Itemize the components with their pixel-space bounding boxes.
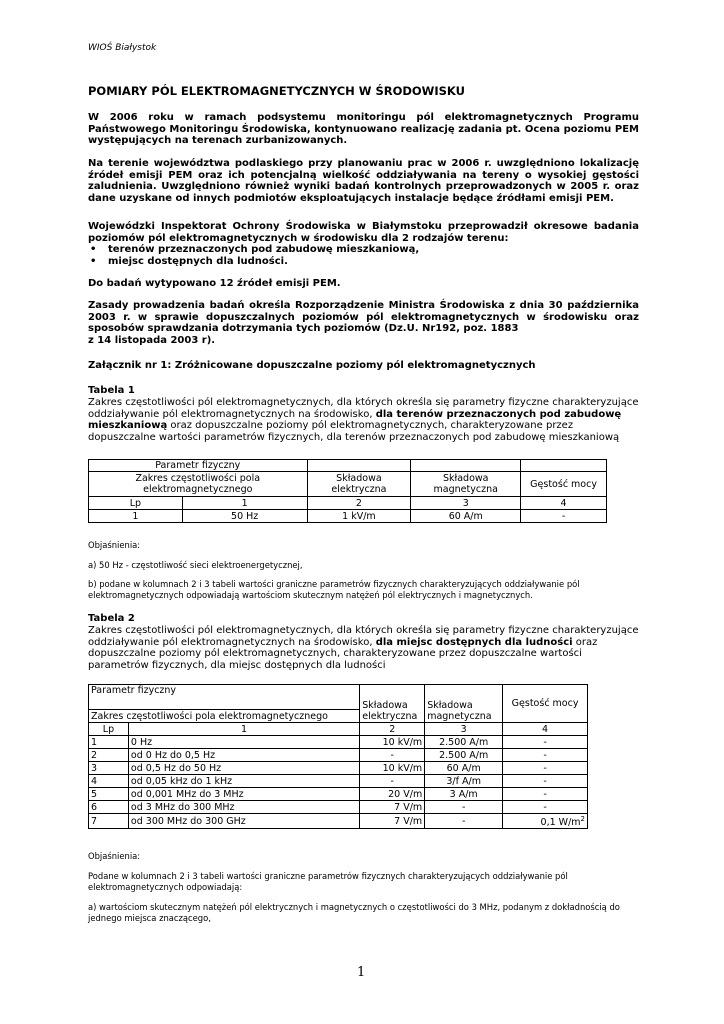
table-cell: - [503,775,588,788]
table-row [89,788,588,801]
table-cell: 2 [89,749,129,762]
table-cell: Parametr fizyczny [89,685,360,710]
page-header: WIOŚ Białystok [88,43,157,53]
table-cell: 4 [521,497,607,510]
paragraph-regulation-last-line: z 14 listopada 2003 r). [88,334,216,346]
table-cell: 1 [128,723,359,736]
table-cell: od 0,5 Hz do 50 Hz [128,762,359,775]
table-2 [88,684,588,829]
table-1-note-a: a) 50 Hz - częstotliwość sieci elektroenergetycznej, [88,560,303,570]
table-1 [88,459,607,523]
table-cell: 7 [89,814,129,829]
table-cell: Zakres częstotliwości pola elektromagnetycznego [89,710,360,723]
paragraph-intro-text: W 2006 roku w ramach podsystemu monitoringu pól elektromagnetycznych Programu Państwowego Monitoringu Środowiska, kontynuowano realizację zadania pt. Ocena poziomu PEM występujących na terenach zurbanizowanych. [88,112,639,146]
table-cell: Składowa elektryczna [360,685,425,723]
table-cell: 4 [503,723,588,736]
paragraph-intro [88,112,639,147]
table-cell: 1 kV/m [307,510,411,523]
table-cell: - [521,510,607,523]
table-row [89,472,607,497]
table-cell: 10 kV/m [360,736,425,749]
table-cell: 7 V/m [360,801,425,814]
table-cell [307,460,411,472]
table-2-description-emphasis: dla miejsc dostępnych dla ludności [375,636,573,648]
power-density-value: 0,1 W/m [540,817,581,829]
table-cell: Gęstość mocy [521,472,607,497]
table-cell: 3/f A/m [425,775,503,788]
table-cell: - [503,788,588,801]
table-cell: - [503,762,588,775]
table-row [89,685,588,710]
table-cell: 5 [89,788,129,801]
table-1-title: Tabela 1 [88,385,135,396]
table-cell: 6 [89,801,129,814]
paragraph-inspectorate [88,221,639,244]
table-row [89,801,588,814]
paragraph-regulation [88,300,639,346]
unit-superscript: 2 [580,815,585,823]
table-2-note-main: Podane w kolumnach 2 i 3 tabeli wartości graniczne parametrów fizycznych charakteryzujących oddziaływanie pól elektromagnetycznych odpowiadają: [88,871,568,892]
bullet-icon: • [90,244,97,255]
paragraph-sources-text: Do badań wytypowano 12 źródeł emisji PEM. [88,278,341,289]
table-cell: od 300 MHz do 300 GHz [128,814,359,829]
table-row [89,775,588,788]
table-cell [521,460,607,472]
table-cell: 1 [89,736,129,749]
table-cell: 10 kV/m [360,762,425,775]
table-row [89,736,588,749]
bullet-icon: • [90,256,97,267]
table-2-note-a: a) wartościom skutecznym natężeń pól elektrycznych i magnetycznych o częstotliwości do 3 MHz, podanym z dokładnością do jednego miejsca znaczącego, [88,902,620,923]
table-cell: - [503,749,588,762]
table-2-description-part: Zakres częstotliwości pól elektromagnetycznych, dla których określa się parametry fizyczne charakteryzujące oddziaływanie pól elektromagnetycznych na środowisko, [88,625,639,648]
table-cell: 50 Hz [182,510,307,523]
page-title: POMIARY PÓL ELEKTROMAGNETYCZNYCH W ŚRODOWISKU [88,84,465,98]
terrain-list [88,244,639,268]
table-cell: - [360,775,425,788]
list-item [88,244,639,256]
table-cell: Zakres częstotliwości pola elektromagnetycznego [89,472,308,497]
annex-heading [88,360,639,372]
table-cell: 2 [360,723,425,736]
paragraph-planning [88,158,639,204]
list-item [88,256,639,268]
table-1-description [88,397,643,443]
table-cell: Parametr fizyczny [89,460,308,472]
table-cell: - [425,814,503,829]
table-2-notes-heading: Objaśnienia: [88,851,141,861]
table-row [89,460,607,472]
table-1-description-emphasis: dla terenów przeznaczonych pod zabudowę mieszkaniową [88,408,622,432]
paragraph-sources [88,278,639,290]
table-2-title: Tabela 2 [88,613,135,624]
table-cell: - [503,801,588,814]
table-cell [503,814,588,829]
table-cell: od 0,001 MHz do 3 MHz [128,788,359,801]
table-cell: Lp [89,497,183,510]
list-item-text: terenów przeznaczonych pod zabudowę mieszkaniową, [108,244,420,255]
table-cell: 3 [89,762,129,775]
table-cell: Składowa magnetyczna [411,472,521,497]
table-cell: - [360,749,425,762]
table-cell [411,460,521,472]
table-1-description-part: oraz dopuszczalne poziomy pól elektromagnetycznych, charakteryzowane przez dopuszczalne wartości parametrów fizycznych, dla terenów przeznaczonych pod zabudowę mieszkaniową [88,420,620,443]
table-cell: 4 [89,775,129,788]
table-cell: od 3 MHz do 300 MHz [128,801,359,814]
table-cell: 0 Hz [128,736,359,749]
table-cell: od 0,05 kHz do 1 kHz [128,775,359,788]
table-cell: 3 [411,497,521,510]
table-row [89,762,588,775]
annex-heading-text: Załącznik nr 1: Zróżnicowane dopuszczalne poziomy pól elektromagnetycznych [88,360,536,371]
table-cell: - [503,736,588,749]
table-cell: 60 A/m [425,762,503,775]
table-row [89,814,588,829]
table-row [89,497,607,510]
table-cell: 3 A/m [425,788,503,801]
list-item-text: miejsc dostępnych dla ludności. [108,256,288,267]
table-1-notes-heading: Objaśnienia: [88,540,141,550]
table-row [89,749,588,762]
table-cell: 60 A/m [411,510,521,523]
table-cell: Gęstość mocy [503,685,588,723]
table-1-description-part: Zakres częstotliwości pól elektromagnetycznych, dla których określa się parametry fizyczne charakteryzujące oddziaływanie pól elektromagnetycznych na środowisko, [88,397,639,420]
table-cell: 1 [89,510,183,523]
paragraph-planning-text: Na terenie województwa podlaskiego przy planowaniu prac w 2006 r. uwzględniono lokalizację źródeł emisji PEM oraz ich potencjalną wielkość oddziaływania na tereny o wysokiej gęstości zaludnienia. Uwzględniono również wyniki badań kontrolnych przeprowadzonych w 2005 r. oraz dane uzyskane od innych podmiotów eksploatujących instalacje będące źródłami emisji PEM. [88,158,639,204]
table-cell: 20 V/m [360,788,425,801]
paragraph-inspectorate-text: Wojewódzki Inspektorat Ochrony Środowiska w Białymstoku przeprowadził okresowe badania poziomów pól elektromagnetycznych w środowisku dla 2 rodzajów terenu: [88,221,639,244]
table-cell: Lp [89,723,129,736]
table-cell: 2.500 A/m [425,749,503,762]
table-2-description [88,625,643,671]
page-number: 1 [357,965,366,980]
table-cell: 3 [425,723,503,736]
table-cell: od 0 Hz do 0,5 Hz [128,749,359,762]
table-cell: 1 [182,497,307,510]
table-cell: Składowa elektryczna [307,472,411,497]
paragraph-regulation-text: Zasady prowadzenia badań określa Rozporządzenie Ministra Środowiska z dnia 30 października 2003 r. w sprawie dopuszczalnych poziomów pól elektromagnetycznych w środowisku oraz sposobów sprawdzania dotrzymania tych poziomów (Dz.U. Nr192, poz. 1883 [88,300,639,334]
table-cell: - [425,801,503,814]
table-cell: 2.500 A/m [425,736,503,749]
table-cell: 2 [307,497,411,510]
table-cell: 7 V/m [360,814,425,829]
table-2-description-part: oraz dopuszczalne poziomy pól elektromagnetycznych, charakteryzowane przez dopuszczalne wartości parametrów fizycznych, dla miejsc dostępnych dla ludności [88,636,598,671]
table-row [89,510,607,523]
table-1-note-b: b) podane w kolumnach 2 i 3 tabeli wartości graniczne parametrów fizycznych charakteryzujących oddziaływanie pól elektromagnetycznych odpowiadają wartościom skutecznym natężeń pól elektrycznych i magnetycznych. [88,579,580,600]
table-cell: Składowa magnetyczna [425,685,503,723]
table-row [89,723,588,736]
